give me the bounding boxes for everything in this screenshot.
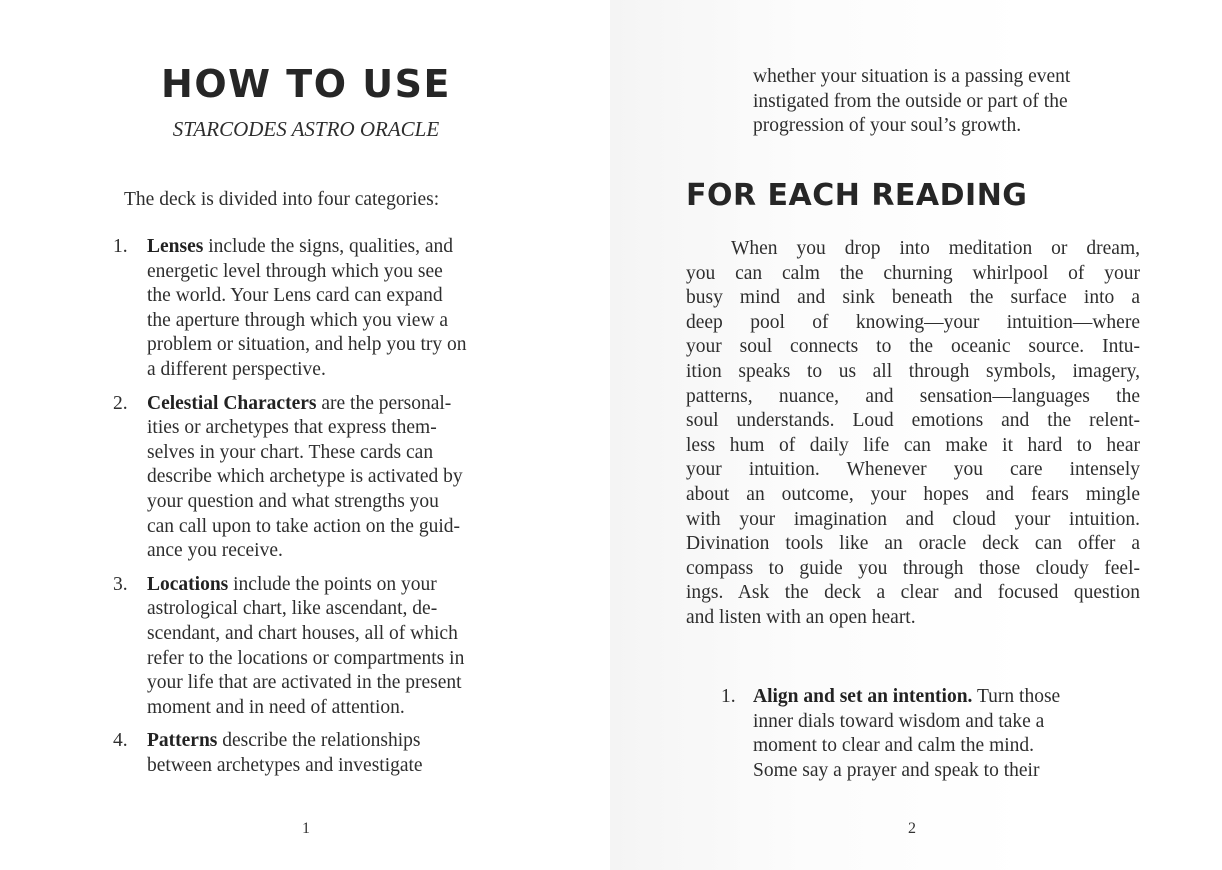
text-line: a different perspective. [147,358,326,380]
list-number: 3. [113,573,128,595]
text-line: your intuition. Whenever you care intensely [686,459,1140,481]
section-heading: FOR EACH READING [686,178,1028,213]
list-number: 1. [113,236,128,257]
category-item-lenses [113,235,543,383]
text-line: refer to the locations or compartments in [147,647,465,669]
continued-text [753,65,1070,139]
page-number: 2 [908,820,916,837]
text-line: include the signs, qualities, and [203,236,454,257]
text-line: describe the relationships [217,730,421,752]
list-number: 4. [113,730,128,752]
text-line: ities or archetypes that express them- [147,417,437,439]
page-number: 1 [302,820,310,837]
text-line: moment and in need of attention. [147,696,405,718]
category-item-celestial-characters [113,392,543,564]
text-line: and listen with an open heart. [686,606,916,628]
text-line: instigated from the outside or part of the [753,90,1068,112]
page-title: HOW TO USE [161,62,451,106]
category-term: Patterns [147,730,218,752]
list-number: 2. [113,392,128,414]
text-line: describe which archetype is activated by [147,466,463,488]
text-line: astrological chart, like ascendant, de- [147,598,438,620]
text-line: include the points on your [228,573,437,595]
text-line: the aperture through which you view a [147,309,449,331]
category-term: Celestial Characters [147,392,317,414]
text-line: problem or situation, and help you try on [147,334,467,356]
text-line: Some say a prayer and speak to their [753,759,1040,781]
text-line: ings. Ask the deck a clear and focused question [686,582,1140,604]
text-line: energetic level through which you see [147,260,443,282]
text-line: with your imagination and cloud your intuition. [686,508,1140,530]
text-line: scendant, and chart houses, all of which [147,622,458,644]
intro-text: The deck is divided into four categories: [124,189,440,210]
category-item-patterns [113,729,543,778]
category-term: Lenses [147,236,204,257]
text-line: you can calm the churning whirlpool of your [686,262,1140,284]
body-paragraph [686,237,1140,631]
text-line: your question and what strengths you [147,490,439,512]
text-line: less hum of daily life can make it hard to hear [686,434,1140,456]
category-term: Locations [147,573,229,595]
right-page [610,0,1222,870]
text-line: selves in your chart. These cards can [147,441,434,463]
text-line: Divination tools like an oracle deck can offer a [686,533,1140,555]
step-term: Align and set an intention. [753,686,973,707]
text-line: inner dials toward wisdom and take a [753,710,1045,732]
text-line: about an outcome, your hopes and fears mingle [686,483,1140,505]
left-page [0,0,610,870]
steps-list [721,685,1141,783]
text-line: ition speaks to us all through symbols, imagery, [686,360,1140,382]
text-line: progression of your soul’s growth. [753,115,1022,137]
text-line: deep pool of knowing—your intuition—where [686,311,1140,333]
text-line: between archetypes and investigate [147,754,423,776]
text-line: compass to guide you through those cloudy feel- [686,557,1140,579]
text-line: moment to clear and calm the mind. [753,735,1035,757]
text-line: Turn those [972,686,1061,707]
text-line: busy mind and sink beneath the surface into a [686,287,1140,309]
list-number: 1. [721,686,736,707]
text-line: your life that are activated in the present [147,672,462,694]
categories-list [113,235,543,787]
text-line: can call upon to take action on the guid- [147,515,460,537]
text-line: the world. Your Lens card can expand [147,285,443,307]
text-line: are the personal- [316,392,452,414]
text-line: patterns, nuance, and sensation—languages the [686,385,1140,407]
text-line: whether your situation is a passing event [753,66,1071,87]
text-line: soul understands. Loud emotions and the relent- [686,410,1140,432]
text-line: your soul connects to the oceanic source. Intu- [686,336,1140,358]
step-item-align [721,685,1141,783]
page-subtitle: STARCODES ASTRO ORACLE [172,117,440,141]
text-line: When you drop into meditation or dream, [731,238,1140,259]
category-item-locations [113,573,543,721]
text-line: ance you receive. [147,540,283,562]
